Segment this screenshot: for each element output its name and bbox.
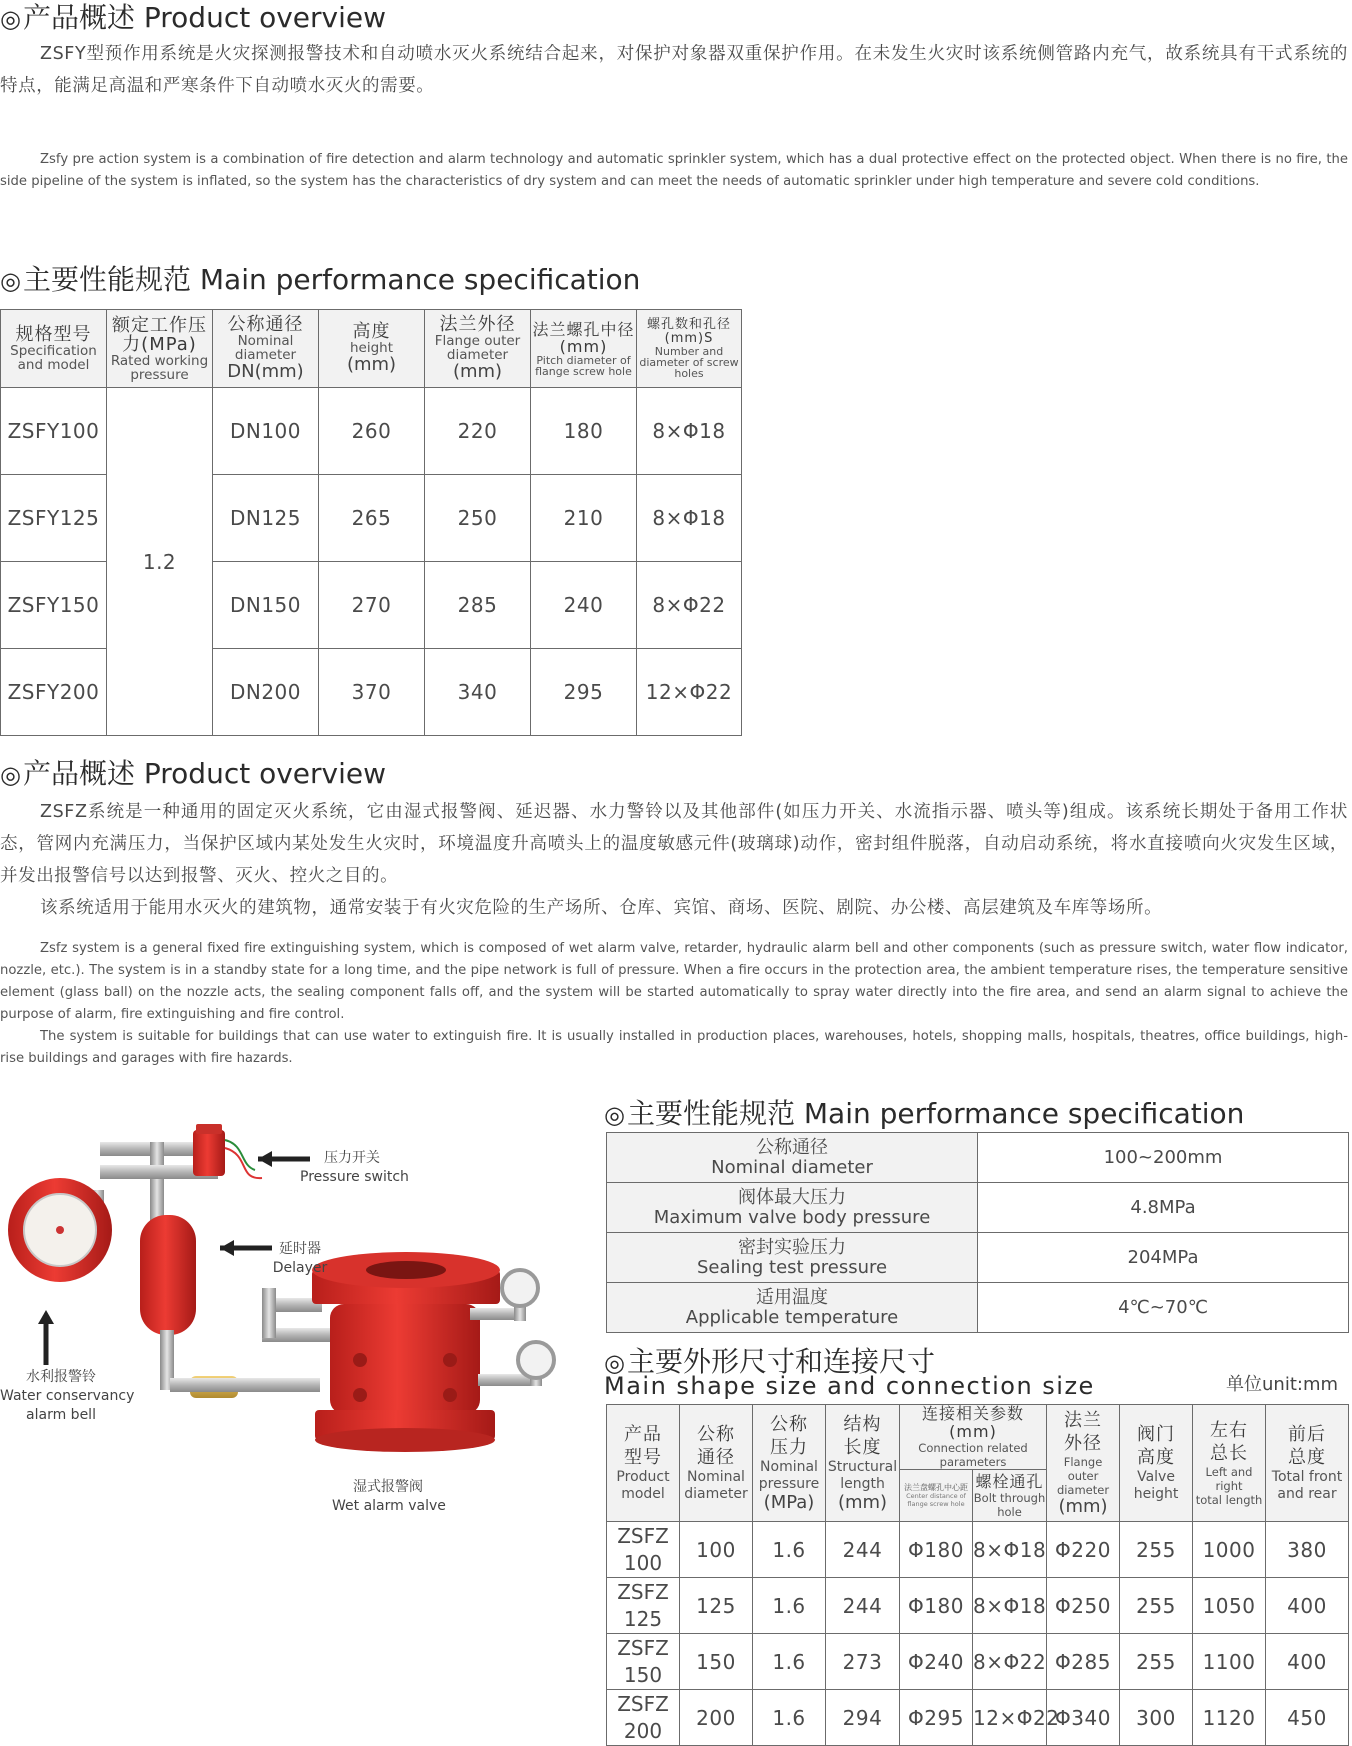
section5-heading: ◎主要外形尺寸和连接尺寸 [604,1345,935,1378]
table-row: ZSFY100 1.2 DN100 260 220 180 8×Φ18 [1,388,742,475]
table-row: 适用温度 Applicable temperature 4℃~70℃ [607,1283,1349,1333]
delayer-label: 延时器 Delayer [272,1241,328,1276]
table-row: ZSFY125 DN125 265 250 210 8×Φ18 [1,475,742,562]
table-row: ZSFZ 150 150 1.6 273 Φ240 8×Φ22 Φ285 255 1100 400 [607,1634,1349,1690]
ring-mark-icon: ◎ [604,1349,625,1377]
valve-body-icon [330,1304,480,1414]
table-header-row: 产品 型号 Product model 公称 通径 Nominal diameter 公称 压力 Nominal pressure (MPa) 结构 长度 Structural length (mm) 连接相关参数(mm) Connection related parameters 法兰 外径 Flange outer diameter (mm) 阀门 高度 Valve height 左右 总长 Left and right total length 前后 总度 Total front and rear [607,1405,1349,1470]
table-row: 密封实验压力 Sealing test pressure 204MPa [607,1233,1349,1283]
header-pressure: 额定工作压力(MPa) Rated working pressure [107,310,213,388]
section1-en-text: Zsfy pre action system is a combination of fire detection and alarm technology and automatic sprinkler system, which has a dual protective effect on the protected object. When there is no fire, the side pipeline of the system is inflated, so the system has the characteristics of dry system and can meet the needs of automatic sprinkler under high temperature and severe cold conditions. [0,152,1348,189]
section1-title-cn: 产品概述 [22,1,135,34]
unit-label: 单位unit:mm [1226,1374,1339,1395]
pipe-icon [100,1142,195,1156]
arrow-icon [220,1240,234,1256]
table-row: 阀体最大压力 Maximum valve body pressure 4.8MPa [607,1183,1349,1233]
section1-cn-text: ZSFY型预作用系统是火灾探测报警技术和自动喷水灭火系统结合起来，对保护对象器双重保护作用。在未发生火灾时该系统侧管路内充气，故系统具有干式系统的特点，能满足高温和严寒条件下自动喷水灭火的需要。 [0,44,1348,96]
arrow-icon [38,1310,54,1324]
header-flange: 法兰外径 Flange outer diameter (mm) [425,310,531,388]
pressure-switch-icon [193,1130,225,1176]
table-row: ZSFY200 DN200 370 340 295 12×Φ22 [1,649,742,736]
ring-mark-icon: ◎ [0,267,21,295]
header-holes: 螺孔数和孔径(mm)S Number and diameter of screw holes [637,310,742,388]
arrow-icon [258,1151,272,1167]
table-header-row [1,310,742,388]
pressure-gauge-icon [518,1342,554,1378]
pressure-cell: 1.2 [107,388,213,736]
alarm-bell-label: 水利报警铃 Water conservancy alarm bell [0,1369,135,1423]
table-row: ZSFZ 200 200 1.6 294 Φ295 12×Φ22 Φ340 300 1120 450 [607,1690,1349,1746]
section3-heading: ◎产品概述 Product overview [0,757,387,790]
ring-mark-icon: ◎ [0,5,21,33]
spec-table-zsfz [606,1132,1349,1333]
header-nominal: 公称通径 Nominal diameter DN(mm) [213,310,319,388]
header-pitch: 法兰螺孔中径(mm) Pitch diameter of flange screw hole [531,310,637,388]
ring-mark-icon: ◎ [0,761,21,789]
section5-title-en: Main shape size and connection size [604,1372,1095,1400]
section3-en-text: Zsfz system is a general fixed fire extinguishing system, which is composed of wet alarm valve, retarder, hydraulic alarm bell and other components (such as pressure switch, water flow indicator, nozzle, etc.). The system is in a standby state for a long time, and the pipe network is full of pressure. When a fire occurs in the protection area, the ambient temperature rises, the temperature sensitive element (glass ball) on the nozzle acts, the sealing component falls off, and the system will be started automatically to spray water directly into the fire area, and send an alarm signal to achieve the purpose of alarm, fire extinguishing and fire control. The system is suitable for buildings that can use water to extinguish fire. It is usually installed in production places, warehouses, hotels, shopping malls, hospitals, theatres, office buildings, high-rise buildings and garages with fire hazards. [0,941,1348,1066]
header-model: 规格型号 Specification and model [1,310,107,388]
spec-table-zsfy [0,309,742,736]
pressure-gauge-icon [502,1270,538,1306]
table-row: ZSFY150 DN150 270 285 240 8×Φ22 [1,562,742,649]
ring-mark-icon: ◎ [604,1101,625,1129]
section1-title-en: Product overview [143,1,387,34]
pressure-switch-label: 压力开关 Pressure switch [300,1150,409,1185]
section1-heading [0,0,386,36]
delayer-icon [140,1215,196,1335]
table-row: ZSFZ 100 100 1.6 244 Φ180 8×Φ18 Φ220 255 1000 380 [607,1522,1349,1578]
section2-heading: ◎主要性能规范 Main performance specification [0,263,641,296]
section3-cn-text: ZSFZ系统是一种通用的固定灭火系统，它由湿式报警阀、延迟器、水力警铃以及其他部件(如压力开关、水流指示器、喷头等)组成。该系统长期处于备用工作状态，管网内充满压力，当保护区域内某处发生火灾时，环境温度升高喷头上的温度敏感元件(玻璃球)动作，密封组件脱落，自动启动系统，将水直接喷向火灾发生区域，并发出报警信号以达到报警、灭火、控火之目的。 该系统适用于能用水灭火的建筑物，通常安装于有火灾危险的生产场所、仓库、宾馆、商场、医院、剧院、办公楼、高层建筑及车库等场所。 [0,802,1348,918]
table-row: ZSFZ 125 125 1.6 244 Φ180 8×Φ18 Φ250 255 1050 400 [607,1578,1349,1634]
section4-heading: ◎主要性能规范 Main performance specification [604,1097,1245,1130]
header-height: 高度 height (mm) [319,310,425,388]
dimensions-table: 产品 型号 Product model 公称 通径 Nominal diameter 公称 压力 Nominal pressure (MPa) 结构 长度 Structural length (mm) 连接相关参数(mm) Connection related parameters 法兰 外径 Flange outer diameter (mm) 阀门 高度 Valve height 左右 总长 Left and right total length 前后 总度 Total front and rear 法兰盘螺孔中心距 Center distance of flange screw hole 螺栓通孔 Bolt through hole ZSFZ 100 100 1.6 244 Φ180 8×Φ18 Φ220 255 1000 380 ZSFZ 125 125 1.6 244 Φ180 8×Φ18 Φ250 255 1050 400 ZSFZ 150 150 1.6 273 Φ240 8×Φ22 Φ285 255 1100 400 ZSFZ 200 200 1.6 294 Φ295 12×Φ22 Φ340 300 1120 450 [606,1404,1349,1746]
table-row: 公称通径 Nominal diameter 100~200mm [607,1133,1349,1183]
wet-alarm-valve-label: 湿式报警阀 Wet alarm valve [332,1479,446,1514]
